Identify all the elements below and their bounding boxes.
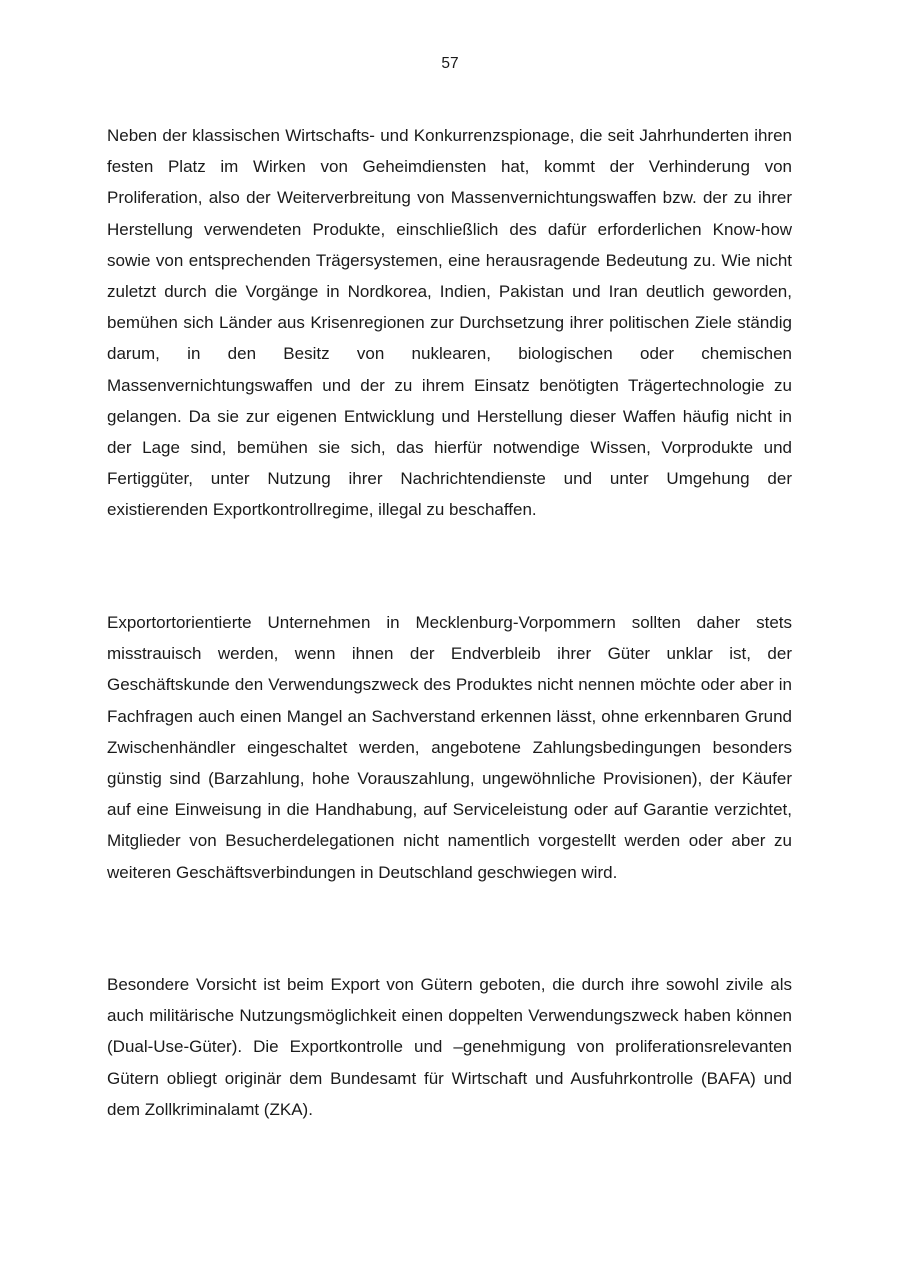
paragraph-proliferation: Neben der klassischen Wirtschafts- und Konkurrenzspionage, die seit Jahrhunderten ihren festen Platz im Wirken von Geheimdiensten hat, kommt der Verhinderung von Proliferation, also der Weiterverbreitung von Massenvernichtungswaffen bzw. der zu ihrer Herstellung verwendeten Produkte, einschließlich des dafür erforderlichen Know-how sowie von entsprechenden Trägersystemen, eine herausragende Bedeutung zu. Wie nicht zuletzt durch die Vorgänge in Nordkorea, Indien, Pakistan und Iran deutlich geworden, bemühen sich Länder aus Krisenregionen zur Durchsetzung ihrer politischen Ziele ständig darum, in den Besitz von nuklearen, biologischen oder chemischen Massenvernichtungswaffen und der zu ihrem Einsatz benötigten Trägertechnologie zu gelangen. Da sie zur eigenen Entwicklung und Herstellung dieser Waffen häufig nicht in der Lage sind, bemühen sie sich, das hierfür notwendige Wissen, Vorprodukte und Fertiggüter, unter Nutzung ihrer Nachrichtendienste und unter Umgehung der existierenden Exportkontrollregime, illegal zu beschaffen. <box>107 126 792 520</box>
page-number: 57 <box>441 55 459 72</box>
paragraph-export-warning-signs: Exportortorientierte Unternehmen in Mecklenburg-Vorpommern sollten daher stets misstrauisch werden, wenn ihnen der Endverbleib ihrer Güter unklar ist, der Geschäftskunde den Verwendungszweck des Produktes nicht nennen möchte oder aber in Fachfragen auch einen Mangel an Sachverstand erkennen lässt, ohne erkennbaren Grund Zwischenhändler eingeschaltet werden, angebotene Zahlungsbedingungen besonders günstig sind (Barzahlung, hohe Vorauszahlung, ungewöhnliche Provisionen), der Käufer auf eine Einweisung in die Handhabung, auf Serviceleistung oder auf Garantie verzichtet, Mitglieder von Besucherdelegationen nicht namentlich vorgestellt werden oder aber zu weiteren Geschäftsverbindungen in Deutschland geschwiegen wird. <box>107 613 792 882</box>
paragraph-dual-use-goods: Besondere Vorsicht ist beim Export von Gütern geboten, die durch ihre sowohl zivile als auch militärische Nutzungsmöglichkeit einen doppelten Verwendungszweck haben können (Dual-Use-Güter). Die Exportkontrolle und –genehmigung von proliferationsrelevanten Gütern obliegt originär dem Bundesamt für Wirtschaft und Ausfuhrkontrolle (BAFA) und dem Zollkriminalamt (ZKA). <box>107 975 792 1119</box>
